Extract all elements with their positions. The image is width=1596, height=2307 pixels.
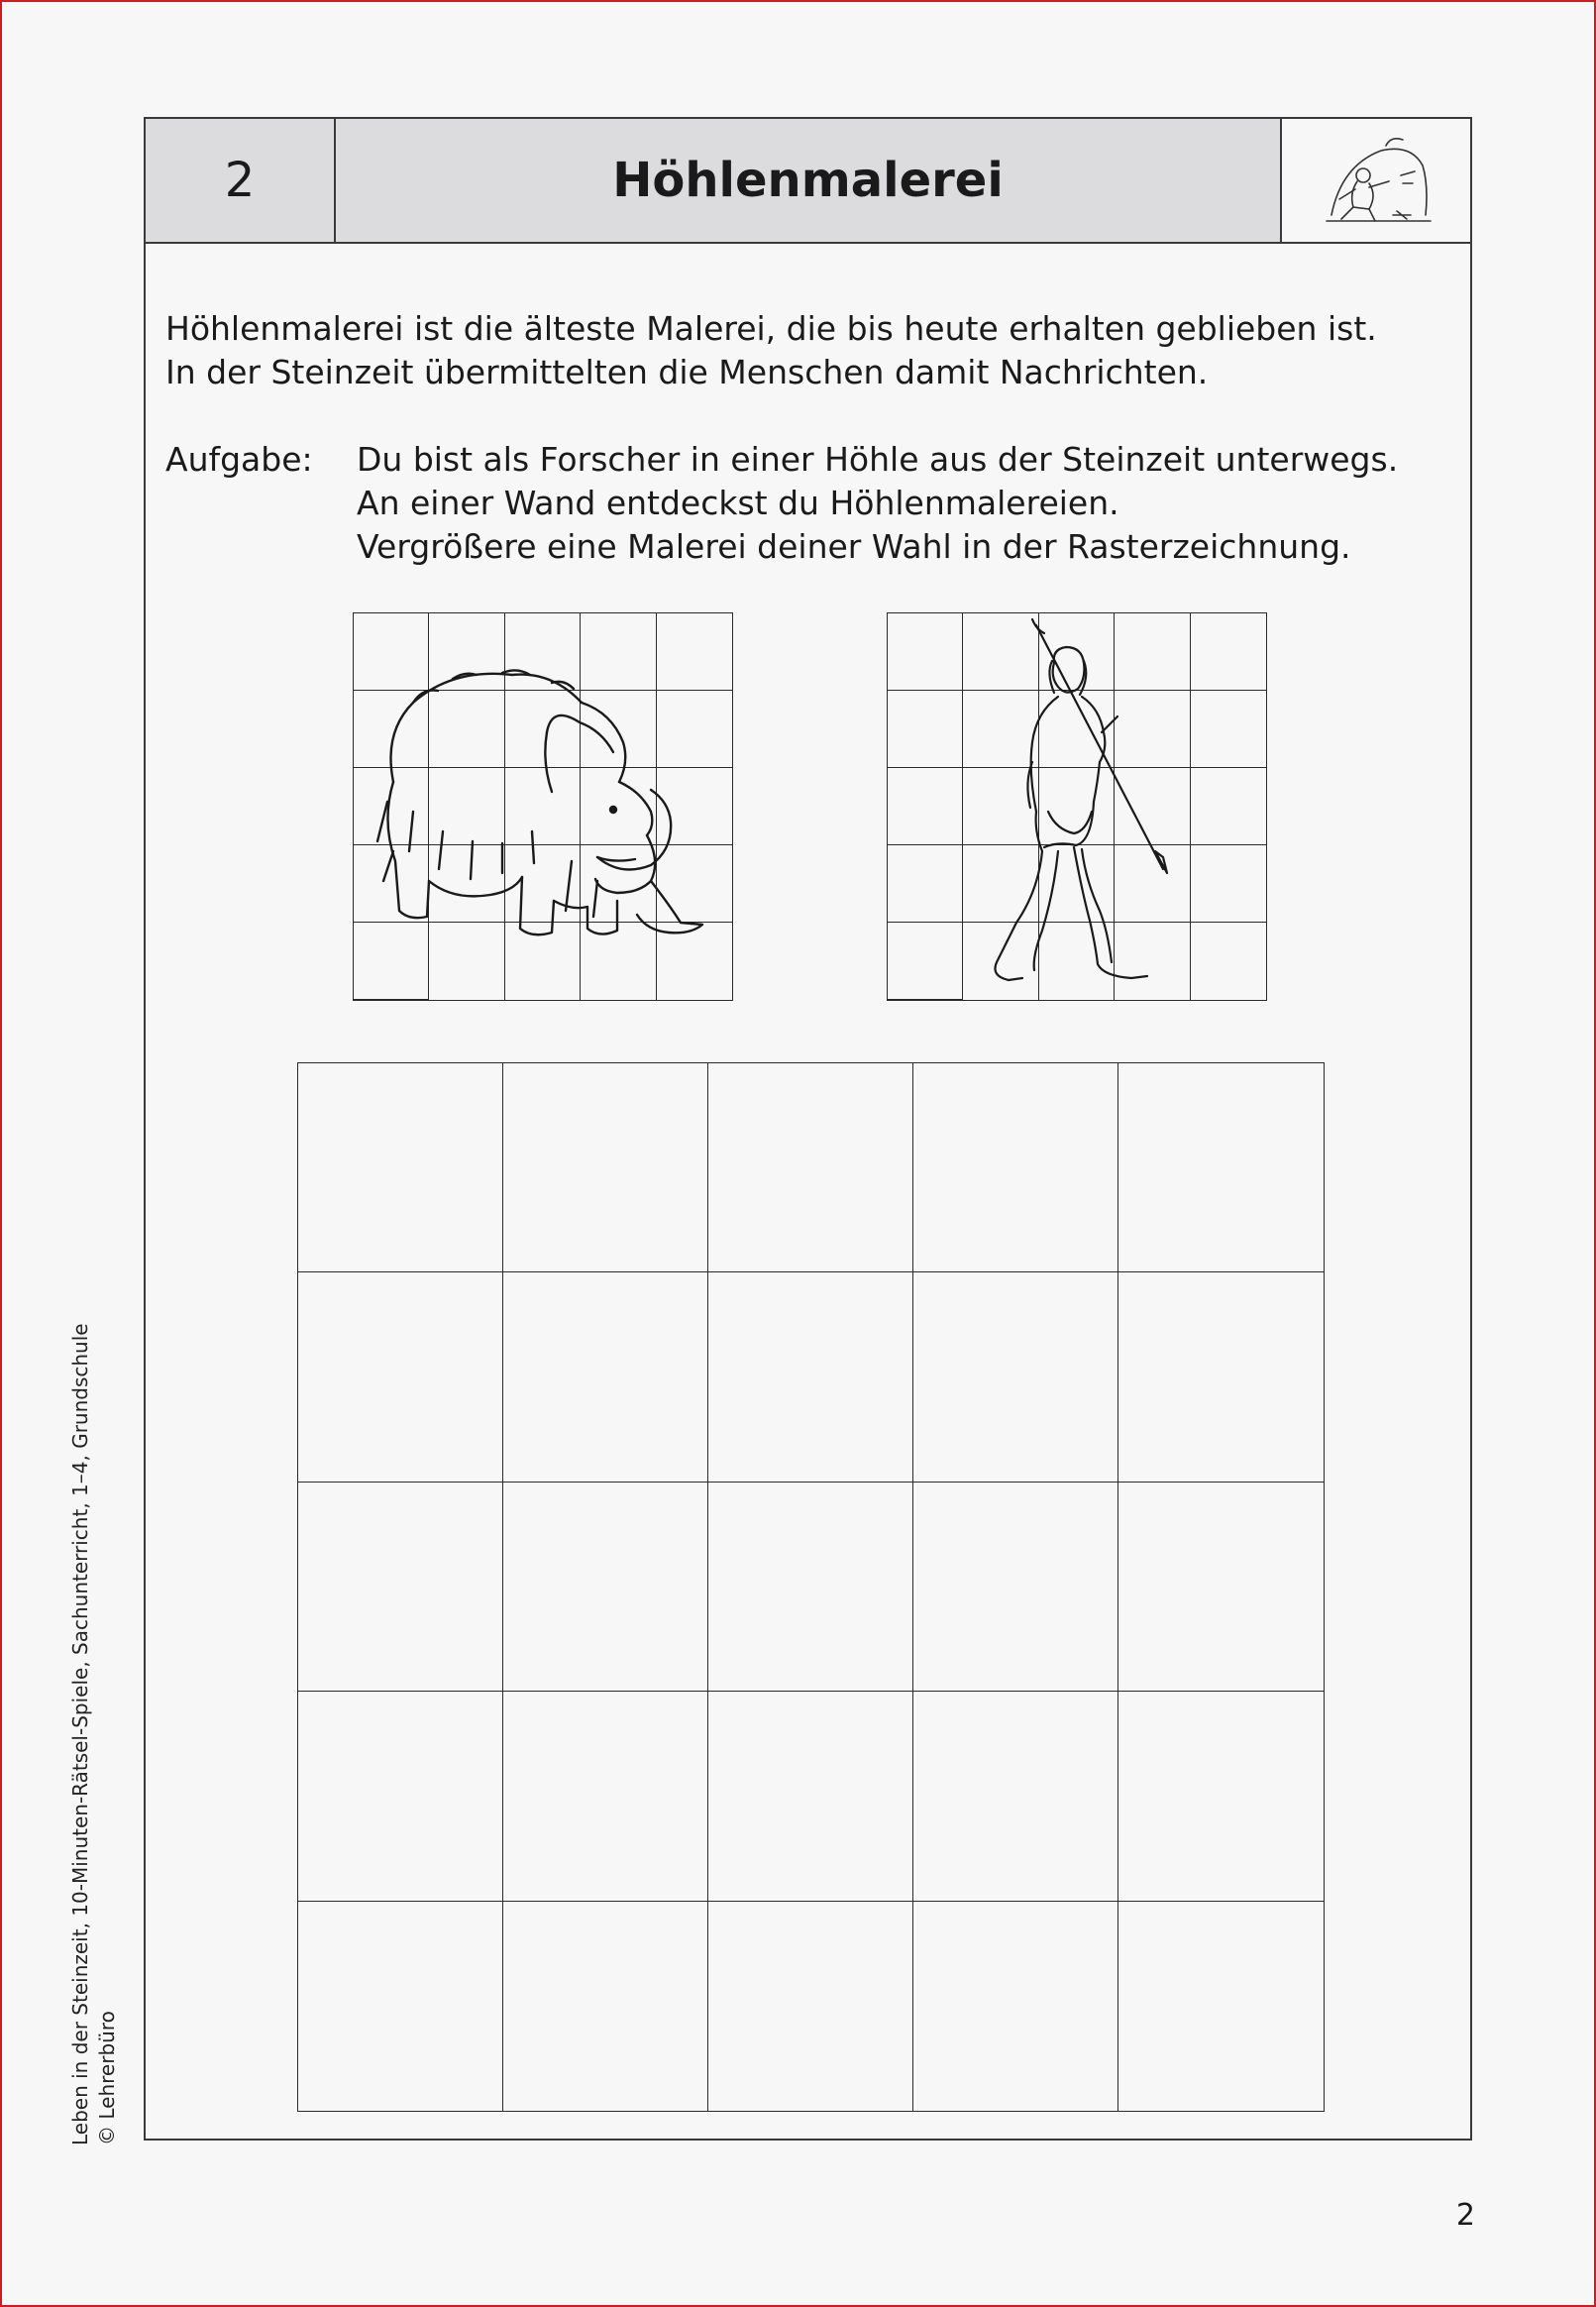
grid-cell[interactable]: [913, 1483, 1118, 1692]
grid-cell[interactable]: [503, 1272, 708, 1482]
grid-cell[interactable]: [1118, 1902, 1324, 2111]
grid-cell[interactable]: [503, 1063, 708, 1272]
worksheet-header: [146, 119, 1470, 244]
intro-text: [165, 307, 1453, 394]
grid-cell[interactable]: [298, 1692, 503, 1901]
enlargement-grid[interactable]: [297, 1062, 1325, 2112]
grid-cell[interactable]: [708, 1692, 913, 1901]
grid-cell[interactable]: [913, 1272, 1118, 1482]
task-line: An einer Wand entdeckst du Höhlenmalereien.: [357, 484, 1119, 522]
publisher-credit: [67, 1323, 121, 2145]
worksheet-number: 2: [146, 119, 336, 242]
grid-cell[interactable]: [298, 1483, 503, 1692]
task-label: Aufgabe:: [165, 440, 313, 479]
grid-cell[interactable]: [298, 1272, 503, 1482]
mammoth-icon: [354, 613, 734, 1002]
grid-cell[interactable]: [913, 1692, 1118, 1901]
caveman-painting-icon: [1282, 119, 1470, 242]
grid-cell[interactable]: [708, 1272, 913, 1482]
grid-cell[interactable]: [298, 1902, 503, 2111]
worksheet-title: Höhlenmalerei: [336, 119, 1282, 242]
grid-cell[interactable]: [503, 1902, 708, 2111]
grid-cell[interactable]: [913, 1902, 1118, 2111]
page-number: 2: [1455, 2198, 1475, 2233]
grid-cell[interactable]: [1118, 1063, 1324, 1272]
intro-line: In der Steinzeit übermittelten die Menschen damit Nachrichten.: [165, 353, 1209, 391]
credit-line: Leben in der Steinzeit, 10-Minuten-Rätsel-Spiele, Sachunterricht, 1–4, Grundschule: [68, 1323, 92, 2145]
worksheet: [144, 117, 1472, 2141]
hunter-template-grid: [887, 612, 1267, 1001]
intro-line: Höhlenmalerei ist die älteste Malerei, die bis heute erhalten geblieben ist.: [165, 309, 1377, 348]
hunter-with-spear-icon: [888, 613, 1268, 1002]
credit-line: © Lehrerbüro: [95, 2011, 119, 2145]
task-text: [357, 438, 1446, 569]
grid-cell[interactable]: [913, 1063, 1118, 1272]
task-line: Vergrößere eine Malerei deiner Wahl in der Rasterzeichnung.: [357, 527, 1351, 566]
grid-cell[interactable]: [503, 1483, 708, 1692]
grid-cell[interactable]: [1118, 1692, 1324, 1901]
grid-cell[interactable]: [1118, 1483, 1324, 1692]
grid-cell[interactable]: [708, 1902, 913, 2111]
grid-cell[interactable]: [503, 1692, 708, 1901]
grid-cell[interactable]: [708, 1483, 913, 1692]
mammoth-template-grid: [353, 612, 733, 1001]
grid-cell[interactable]: [708, 1063, 913, 1272]
task-line: Du bist als Forscher in einer Höhle aus der Steinzeit unterwegs.: [357, 440, 1399, 479]
grid-cell[interactable]: [1118, 1272, 1324, 1482]
grid-cell[interactable]: [298, 1063, 503, 1272]
